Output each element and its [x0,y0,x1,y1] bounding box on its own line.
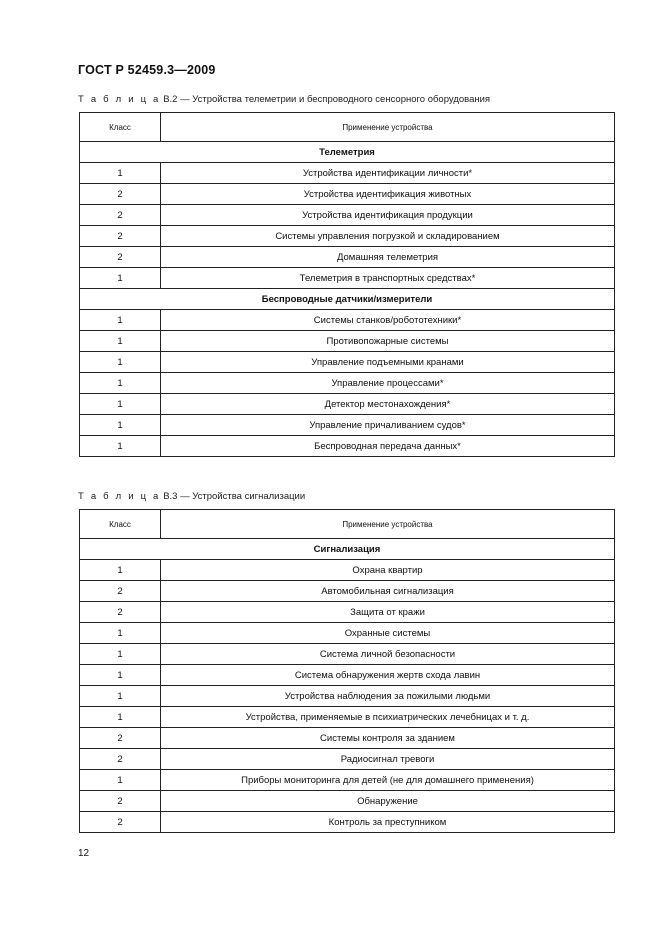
caption-prefix: Т а б л и ц а [78,491,161,502]
table-header-row [80,510,615,539]
class-cell: 1 [80,707,161,728]
application-cell: Детектор местонахождения* [161,394,615,415]
caption-text: — Устройства сигнализации [180,491,306,502]
class-cell: 1 [80,373,161,394]
application-cell: Охрана квартир [161,560,615,581]
application-cell: Системы станков/робототехники* [161,310,615,331]
class-cell: 2 [80,728,161,749]
table-row [80,352,615,373]
column-header-class: Класс [80,510,161,539]
table-row [80,205,615,226]
section-row [80,539,615,560]
class-cell: 2 [80,226,161,247]
application-cell: Устройства идентификации личности* [161,163,615,184]
class-cell: 1 [80,331,161,352]
table-row [80,770,615,791]
application-cell: Управление причаливанием судов* [161,415,615,436]
caption-id: В.3 [163,491,178,502]
class-cell: 1 [80,268,161,289]
application-cell: Управление подъемными кранами [161,352,615,373]
table-row [80,268,615,289]
section-row [80,289,615,310]
table-row [80,373,615,394]
application-cell: Система личной безопасности [161,644,615,665]
table-row [80,728,615,749]
class-cell: 1 [80,436,161,457]
table-row [80,623,615,644]
column-header-application: Применение устройства [161,510,615,539]
table-row [80,247,615,268]
caption-text: — Устройства телеметрии и беспроводного сенсорного оборудования [180,94,491,105]
application-cell: Противопожарные системы [161,331,615,352]
application-cell: Беспроводная передача данных* [161,436,615,457]
class-cell: 1 [80,163,161,184]
table-row [80,184,615,205]
page-number: 12 [78,848,90,859]
section-row [80,142,615,163]
column-header-class: Класс [80,113,161,142]
class-cell: 2 [80,581,161,602]
table-b3-caption [78,491,305,502]
table-row [80,415,615,436]
table-row [80,812,615,833]
class-cell: 1 [80,770,161,791]
class-cell: 1 [80,560,161,581]
table-row [80,560,615,581]
table-row [80,665,615,686]
table-row [80,707,615,728]
table-row [80,581,615,602]
table-row [80,686,615,707]
application-cell: Система обнаружения жертв схода лавин [161,665,615,686]
section-title: Беспроводные датчики/измерители [80,289,615,310]
application-cell: Приборы мониторинга для детей (не для домашнего применения) [161,770,615,791]
class-cell: 1 [80,623,161,644]
application-cell: Обнаружение [161,791,615,812]
application-cell: Устройства идентификация животных [161,184,615,205]
application-cell: Устройства наблюдения за пожилыми людьми [161,686,615,707]
application-cell: Охранные системы [161,623,615,644]
table-row [80,749,615,770]
application-cell: Радиосигнал тревоги [161,749,615,770]
application-cell: Домашняя телеметрия [161,247,615,268]
section-title: Телеметрия [80,142,615,163]
application-cell: Системы контроля за зданием [161,728,615,749]
application-cell: Контроль за преступником [161,812,615,833]
class-cell: 1 [80,644,161,665]
column-header-application: Применение устройства [161,113,615,142]
caption-prefix: Т а б л и ц а [78,94,161,105]
document-header: ГОСТ Р 52459.3—2009 [78,63,216,77]
table-b2-caption [78,94,490,105]
table-row [80,791,615,812]
class-cell: 2 [80,205,161,226]
application-cell: Устройства, применяемые в психиатрических лечебницах и т. д. [161,707,615,728]
application-cell: Защита от кражи [161,602,615,623]
class-cell: 2 [80,812,161,833]
application-cell: Автомобильная сигнализация [161,581,615,602]
application-cell: Управление процессами* [161,373,615,394]
table-row [80,394,615,415]
table-b3 [79,509,615,833]
class-cell: 2 [80,247,161,268]
table-row [80,310,615,331]
application-cell: Телеметрия в транспортных средствах* [161,268,615,289]
class-cell: 2 [80,184,161,205]
table-row [80,602,615,623]
section-title: Сигнализация [80,539,615,560]
class-cell: 1 [80,686,161,707]
table-header-row [80,113,615,142]
class-cell: 1 [80,415,161,436]
application-cell: Системы управления погрузкой и складированием [161,226,615,247]
class-cell: 2 [80,791,161,812]
class-cell: 2 [80,749,161,770]
table-row [80,436,615,457]
table-row [80,331,615,352]
application-cell: Устройства идентификация продукции [161,205,615,226]
class-cell: 1 [80,310,161,331]
class-cell: 1 [80,352,161,373]
class-cell: 1 [80,394,161,415]
caption-id: В.2 [163,94,178,105]
table-b2 [79,112,615,457]
class-cell: 2 [80,602,161,623]
table-row [80,644,615,665]
table-row [80,226,615,247]
class-cell: 1 [80,665,161,686]
table-row [80,163,615,184]
